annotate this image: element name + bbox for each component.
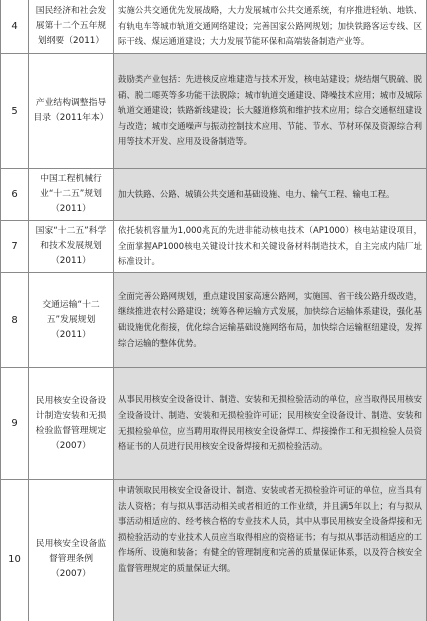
document-title: 国民经济和社会发展第十二个五年规划纲要（2011） [29,0,114,54]
policy-content: 鼓励类产业包括：先进核反应堆建造与技术开发，核电站建设；烧结烟气脱硫、脱硝、脱二噁英等多功能干法脱除；城市轨道交通建设、降噪技术应用；城市及城际轨道交通建设；铁路新线建设；长大隧道修筑和维护技术应用；综合交通枢纽建设与改造；城市交通噪声与振动控制技术应用、节能、节水、节材环保及资源综合利用等技术开发、应用及设备制造等。 [114,54,427,169]
row-number: 9 [1,368,29,480]
policy-content: 全面完善公路网规划，重点建设国家高速公路网，实施国、省干线公路升级改造，继续推进农村公路建设；统筹各种运输方式发展，加快综合运输体系建设，强化基础设施优化衔接，优化综合运输基础设施网络布局，加快综合运输枢纽建设，发挥综合运输的整体优势。 [114,273,427,368]
policy-content: 从事民用核安全设备设计、制造、安装和无损检验活动的单位，应当取得民用核安全设备设计、制造、安装和无损检验许可证；民用核安全设备设计、制造、安装和无损检验单位，应当聘用取得民用核安全设备焊工、焊接操作工和无损检验人员资格证书的人员进行民用核安全设备焊接和无损检验活动。 [114,368,427,480]
table-row [1,169,427,221]
document-title: 民用核安全设备设计制造安装和无损检验监督管理规定（2007） [29,368,114,480]
document-title: 民用核安全设备监督管理条例（2007） [29,480,114,621]
table-row [1,221,427,273]
row-number: 10 [1,480,29,621]
document-title: 国家“十二五”科学和技术发展规划（2011） [29,221,114,273]
table-row [1,54,427,169]
row-number: 4 [1,0,29,54]
row-number: 8 [1,273,29,368]
row-number: 6 [1,169,29,221]
document-title: 交通运输“十二五”发展规划（2011） [29,273,114,368]
policy-content: 实施公共交通优先发展战略，大力发展城市公共交通系统，有序推进轻轨、地铁、有轨电车等城市轨道交通网络建设；完善国家公路网规划；加快铁路客运专线、区际干线、煤运通道建设；大力发展节能环保和高端装备制造产业等。 [114,0,427,54]
table-row [1,368,427,480]
document-title: 中国工程机械行业“十二五”规划（2011） [29,169,114,221]
table-row [1,0,427,54]
policy-content: 依托装机容量为1,000兆瓦的先进非能动核电技术（AP1000）核电站建设项目，全面掌握AP1000核电关键设计技术和关键设备材料制造技术，自主完成内陆厂址标准设计。 [114,221,427,273]
table-row [1,480,427,621]
policy-content: 加大铁路、公路、城镇公共交通和基础设施、电力、输气工程、输电工程。 [114,169,427,221]
row-number: 7 [1,221,29,273]
document-title: 产业结构调整指导目录（2011年本） [29,54,114,169]
row-number: 5 [1,54,29,169]
policy-content: 申请领取民用核安全设备设计、制造、安装或者无损检验许可证的单位，应当具有法人资格；有与拟从事活动相关或者相近的工作业绩，并且满5年以上；有与拟从事活动相适应的、经考核合格的专业技术人员，其中从事民用核安全设备焊接和无损检验活动的专业技术人员应当取得相应的资格证书；有与拟从事活动相适应的工作场所、设施和装备；有健全的管理制度和完善的质量保证体系，以及符合核安全监督管理规定的质量保证大纲。 [114,480,427,621]
table-row [1,273,427,368]
